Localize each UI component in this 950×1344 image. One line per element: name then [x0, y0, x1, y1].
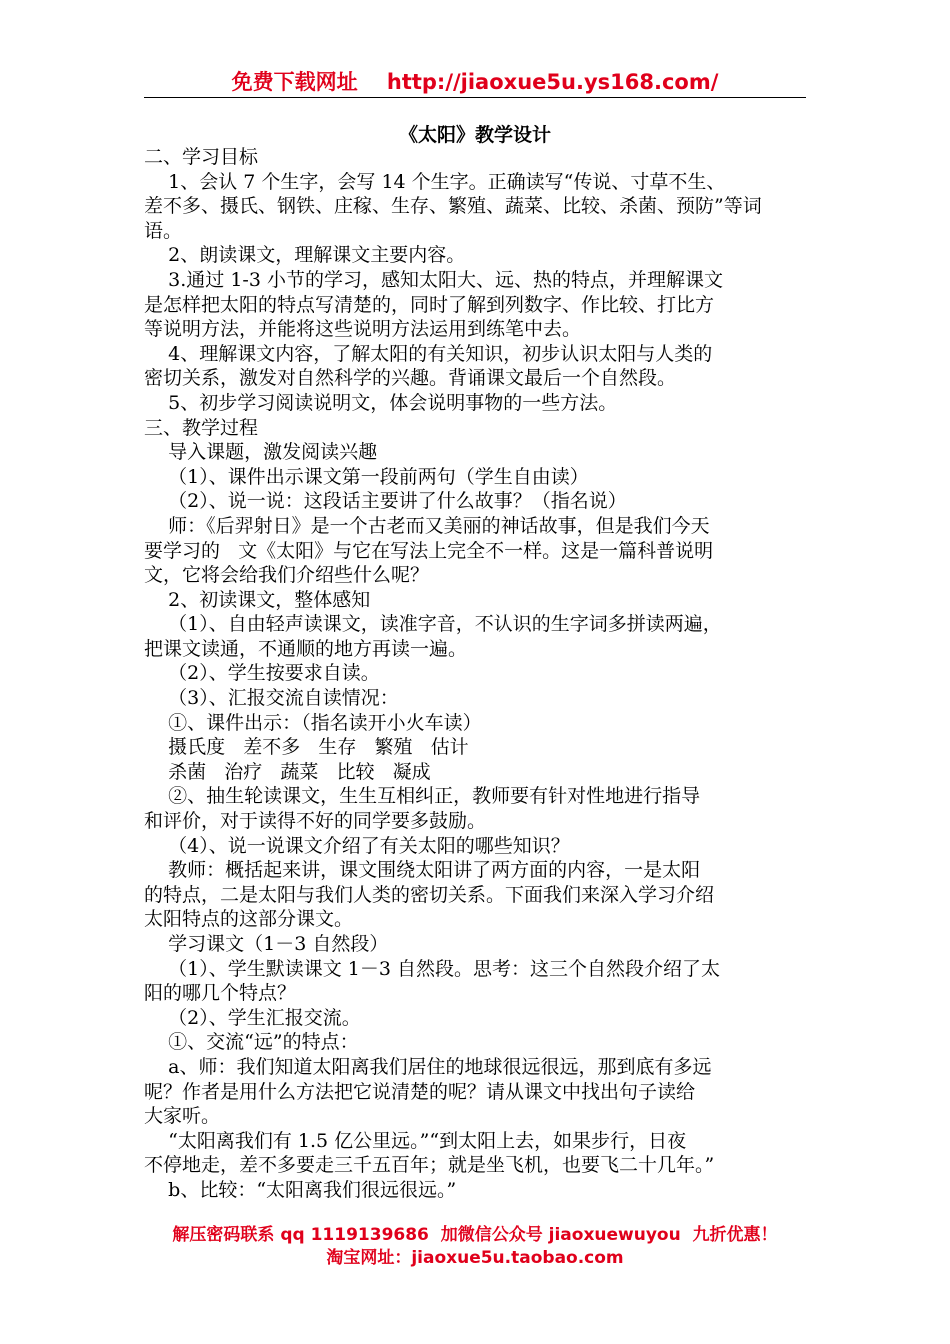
body-line: 等说明方法，并能将这些说明方法运用到练笔中去。 [144, 318, 582, 341]
body-line: ②、抽生轮读课文，生生互相纠正，教师要有针对性地进行指导 [144, 785, 701, 808]
header-divider [144, 97, 806, 98]
body-line: 二、学习目标 [144, 146, 259, 168]
body-line: （2）、学生按要求自读。 [144, 662, 380, 685]
body-line: 太阳特点的这部分课文。 [144, 908, 354, 931]
body-line: （2）、说一说：这段话主要讲了什么故事？（指名说） [144, 490, 627, 513]
body-line: 导入课题，激发阅读兴趣 [144, 441, 378, 464]
body-line: ①、交流“远”的特点： [144, 1031, 359, 1054]
footer-contact-text: 解压密码联系 qq 1119139686 加微信公众号 jiaoxuewuyou 九折优惠！ [172, 1225, 778, 1245]
body-line: ①、课件出示：（指名读开小火车读） [144, 711, 482, 734]
body-line: 密切关系，激发对自然科学的兴趣。背诵课文最后一个自然段。 [144, 367, 677, 390]
body-line: 教师：概括起来讲，课文围绕太阳讲了两方面的内容，一是太阳 [144, 859, 701, 882]
body-line: b、比较：“太阳离我们很远很远。” [144, 1178, 457, 1201]
document-body [144, 145, 816, 1203]
body-line: a、师：我们知道太阳离我们居住的地球很远很远，那到底有多远 [144, 1055, 712, 1078]
body-line: 把课文读通，不通顺的地方再读一遍。 [144, 637, 468, 660]
body-line: 1、会认 7 个生字，会写 14 个生字。正确读写“传说、寸草不生、 [144, 170, 726, 193]
body-line: “太阳离我们有 1.5 亿公里远。”“到太阳上去，如果步行，日夜 [144, 1129, 687, 1152]
body-line: （1）、学生默读课文 1－3 自然段。思考：这三个自然段介绍了太 [144, 957, 721, 980]
body-line: 大家听。 [144, 1105, 221, 1128]
body-line: 要学习的 文《太阳》与它在写法上完全不一样。这是一篇科普说明 [144, 539, 714, 562]
body-line: （3）、汇报交流自读情况： [144, 687, 399, 710]
body-line: 2、朗读课文，理解课文主要内容。 [144, 244, 466, 267]
body-line: 语。 [144, 219, 183, 242]
body-line: （2）、学生汇报交流。 [144, 1006, 361, 1029]
body-line: 差不多、摄氏、钢铁、庄稼、生存、繁殖、蔬菜、比较、杀菌、预防”等词 [144, 195, 762, 218]
body-line: 3.通过 1-3 小节的学习，感知太阳大、远、热的特点，并理解课文 [144, 268, 723, 291]
body-line: 的特点，二是太阳与我们人类的密切关系。下面我们来深入学习介绍 [144, 883, 715, 906]
body-line: 学习课文（1－3 自然段） [144, 933, 389, 955]
body-line: 2、初读课文，整体感知 [144, 588, 371, 611]
body-line: 4、理解课文内容，了解太阳的有关知识，初步认识太阳与人类的 [144, 342, 713, 365]
body-line: 呢？作者是用什么方法把它说清楚的呢？请从课文中找出句子读给 [144, 1080, 696, 1103]
body-line: 阳的哪几个特点？ [144, 982, 297, 1005]
footer-shop-link[interactable]: 淘宝网址：jiaoxue5u.taobao.com [326, 1248, 624, 1268]
body-line: （1）、课件出示课文第一段前两句（学生自由读） [144, 465, 589, 488]
body-line: （1）、自由轻声读课文，读准字音，不认识的生字词多拼读两遍， [144, 613, 722, 636]
body-line: 三、教学过程 [144, 416, 259, 439]
document-title: 《太阳》教学设计 [398, 124, 551, 146]
body-line: 摄氏度 差不多 生存 繁殖 估计 [144, 736, 469, 759]
header-link-text[interactable]: 免费下载网址 http://jiaoxue5u.ys168.com/ [231, 70, 719, 94]
body-line: （4）、说一说课文介绍了有关太阳的哪些知识？ [144, 834, 570, 857]
body-line: 不停地走，差不多要走三千五百年；就是坐飞机，也要飞二十几年。” [144, 1154, 715, 1177]
body-line: 文，它将会给我们介绍些什么呢？ [144, 564, 430, 587]
body-line: 是怎样把太阳的特点写清楚的，同时了解到列数字、作比较、打比方 [144, 293, 715, 316]
body-line: 师：《后羿射日》是一个古老而又美丽的神话故事，但是我们今天 [144, 514, 710, 537]
body-line: 杀菌 治疗 蔬菜 比较 凝成 [144, 760, 431, 783]
body-line: 和评价，对于读得不好的同学要多鼓励。 [144, 810, 487, 833]
body-line: 5、初步学习阅读说明文，体会说明事物的一些方法。 [144, 391, 618, 414]
